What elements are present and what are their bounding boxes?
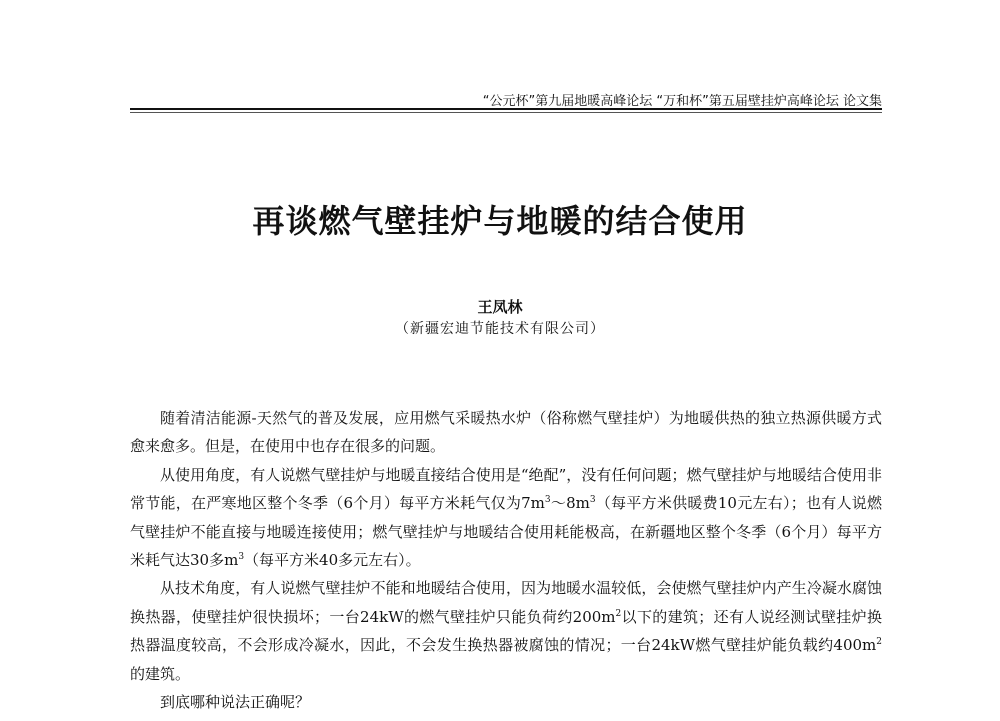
superscript-cube: 3 bbox=[238, 552, 245, 563]
paragraph-4: 到底哪种说法正确呢？ bbox=[160, 693, 311, 712]
paragraph-2-text-a: 从使用角度，有人说燃气壁挂炉与地暖直接结合使用是“绝配”，没有任何问题；燃气壁挂炉与地暖结合使用非常节能，在严寒地区整个冬季（6个月）每平方米耗气仅为7m bbox=[130, 465, 882, 513]
header-rule-thin bbox=[130, 112, 882, 113]
paragraph-2-text-b: ～8m bbox=[550, 494, 590, 513]
paragraph-1: 随着清洁能源-天然气的普及发展，应用燃气采暖热水炉（俗称燃气壁挂炉）为地暖供热的独立热源供暖方式愈来愈多。但是，在使用中也存在很多的问题。 bbox=[130, 409, 882, 456]
header-rule bbox=[130, 108, 882, 110]
paragraph-2-text-c: （每平方米供暖费10元左右）；也有人说燃气壁挂炉不能直接与地暖连接使用；燃气壁挂炉与地暖结合使用耗能极高，在新疆地区整个冬季（6个月）每平方米耗气达30多m bbox=[130, 494, 882, 570]
body-text bbox=[130, 404, 882, 716]
author-name: 王凤林 bbox=[477, 298, 523, 316]
paragraph-2 bbox=[130, 461, 882, 575]
paragraph-3 bbox=[130, 574, 882, 688]
paragraph-3-text-c: 的建筑。 bbox=[130, 664, 191, 683]
paragraph-3-text-b: 以下的建筑；还有人说经测试壁挂炉换热器温度较高，不会形成冷凝水，因此，不会发生换热器被腐蚀的情况；一台24kW燃气壁挂炉能负载约400m bbox=[130, 607, 882, 655]
superscript-square: 2 bbox=[876, 637, 882, 648]
paragraph-2-text-d: （每平方米40多元左右）。 bbox=[244, 551, 421, 570]
superscript-cube: 3 bbox=[544, 495, 551, 506]
paper-title: 再谈燃气壁挂炉与地暖的结合使用 bbox=[252, 202, 748, 240]
superscript-square: 2 bbox=[615, 608, 622, 619]
running-header: “公元杯”第九届地暖高峰论坛 “万和杯”第五届壁挂炉高峰论坛 论文集 bbox=[482, 94, 882, 109]
superscript-cube: 3 bbox=[589, 495, 596, 506]
author-affiliation: （新疆宏迪节能技术有限公司） bbox=[395, 321, 605, 337]
paragraph-3-text-a: 从技术角度，有人说燃气壁挂炉不能和地暖结合使用，因为地暖水温较低，会使燃气壁挂炉内产生冷凝水腐蚀换热器，使壁挂炉很快损坏；一台24kW的燃气壁挂炉只能负荷约200m bbox=[130, 579, 882, 626]
